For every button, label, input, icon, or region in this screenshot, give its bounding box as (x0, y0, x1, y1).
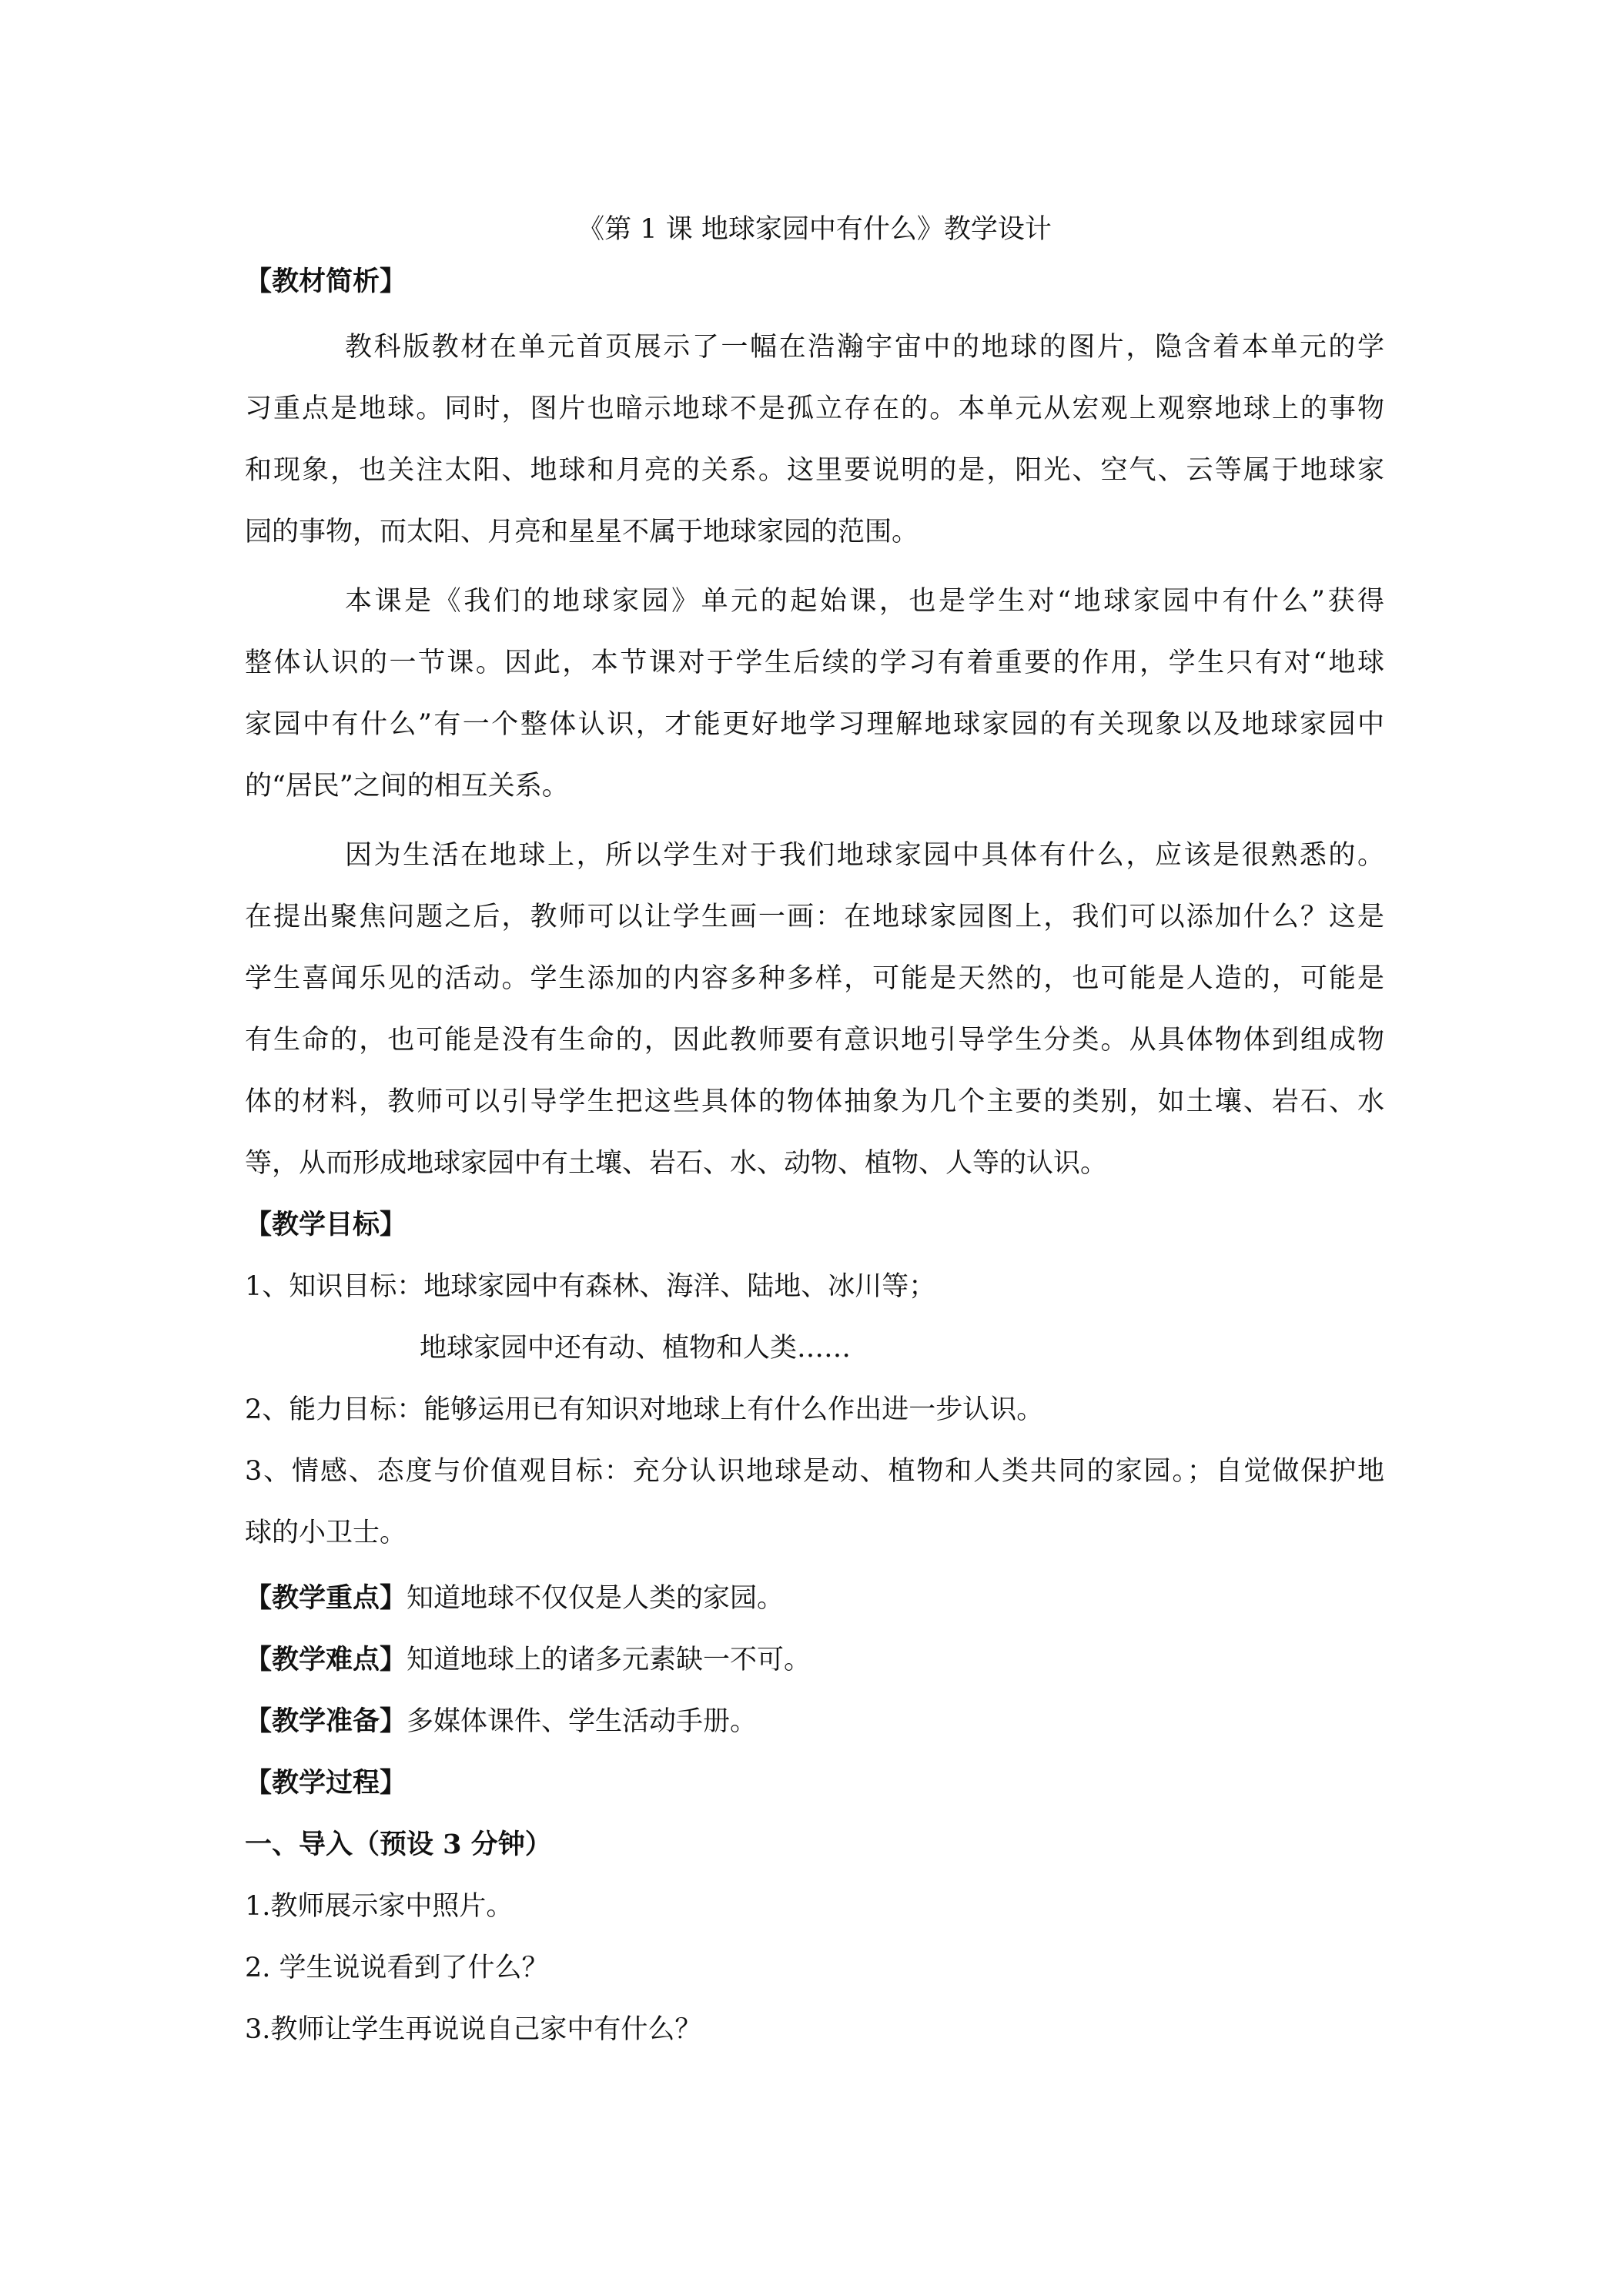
key-point-row (245, 1578, 1384, 1618)
difficulty-row (245, 1640, 1384, 1680)
document-title: 《第 1 课 地球家园中有什么》教学设计 (577, 214, 1052, 245)
paragraph-line: 教科版教材在单元首页展示了一幅在浩瀚宇宙中的地球的图片，隐含着本单元的学 (345, 332, 1384, 363)
goal-emotion: 3、情感、态度与价值观目标：充分认识地球是动、植物和人类共同的家园。；自觉做保护地 (245, 1456, 1384, 1487)
preparation-row (245, 1702, 1384, 1742)
goal-knowledge: 1、知识目标：地球家园中有森林、海洋、陆地、冰川等； (245, 1271, 936, 1302)
step-item: 2. 学生说说看到了什么？ (245, 1953, 549, 1983)
section-heading-analysis: 【教材简析】 (245, 266, 407, 297)
section-heading-key: 【教学重点】 (245, 1582, 407, 1614)
key-point-text: 知道地球不仅仅是人类的家园。 (407, 1583, 785, 1614)
goal-emotion-cont: 球的小卫士。 (245, 1518, 407, 1548)
step-heading-intro: 一、导入（预设 3 分钟） (245, 1829, 552, 1860)
paragraph-line: 学生喜闻乐见的活动。学生添加的内容多种多样，可能是天然的，也可能是人造的，可能是 (245, 963, 1384, 994)
preparation-text: 多媒体课件、学生活动手册。 (407, 1706, 758, 1737)
paragraph-line: 的“居民”之间的相互关系。 (245, 771, 569, 802)
paragraph-line: 家园中有什么”有一个整体认识，才能更好地学习理解地球家园的有关现象以及地球家园中 (245, 709, 1384, 740)
goal-knowledge-cont: 地球家园中还有动、植物和人类…… (420, 1333, 852, 1364)
section-heading-preparation: 【教学准备】 (245, 1705, 407, 1737)
step-item: 3.教师让学生再说说自己家中有什么？ (245, 2014, 702, 2045)
paragraph-line: 有生命的，也可能是没有生命的，因此教师要有意识地引导学生分类。从具体物体到组成物 (245, 1025, 1384, 1056)
paragraph-line: 在提出聚焦问题之后，教师可以让学生画一画：在地球家园图上，我们可以添加什么？这是 (245, 902, 1384, 932)
paragraph-line: 因为生活在地球上，所以学生对于我们地球家园中具体有什么，应该是很熟悉的。 (345, 840, 1384, 871)
section-heading-difficulty: 【教学难点】 (245, 1644, 407, 1675)
paragraph-line: 体的材料，教师可以引导学生把这些具体的物体抽象为几个主要的类别，如土壤、岩石、水 (245, 1086, 1384, 1117)
difficulty-text: 知道地球上的诸多元素缺一不可。 (407, 1645, 812, 1675)
paragraph-line: 等，从而形成地球家园中有土壤、岩石、水、动物、植物、人等的认识。 (245, 1148, 1108, 1179)
paragraph-line: 和现象，也关注太阳、地球和月亮的关系。这里要说明的是，阳光、空气、云等属于地球家 (245, 455, 1384, 486)
paragraph-line: 习重点是地球。同时，图片也暗示地球不是孤立存在的。本单元从宏观上观察地球上的事物 (245, 393, 1384, 424)
goal-ability: 2、能力目标：能够运用已有知识对地球上有什么作出进一步认识。 (245, 1394, 1044, 1425)
paragraph-line: 整体认识的一节课。因此，本节课对于学生后续的学习有着重要的作用，学生只有对“地球 (245, 648, 1384, 678)
step-item: 1.教师展示家中照片。 (245, 1891, 514, 1922)
paragraph-line: 园的事物，而太阳、月亮和星星不属于地球家园的范围。 (245, 517, 919, 547)
section-heading-goals: 【教学目标】 (245, 1209, 407, 1240)
paragraph-line: 本课是《我们的地球家园》单元的起始课，也是学生对“地球家园中有什么”获得 (345, 586, 1384, 617)
section-heading-process: 【教学过程】 (245, 1767, 407, 1799)
